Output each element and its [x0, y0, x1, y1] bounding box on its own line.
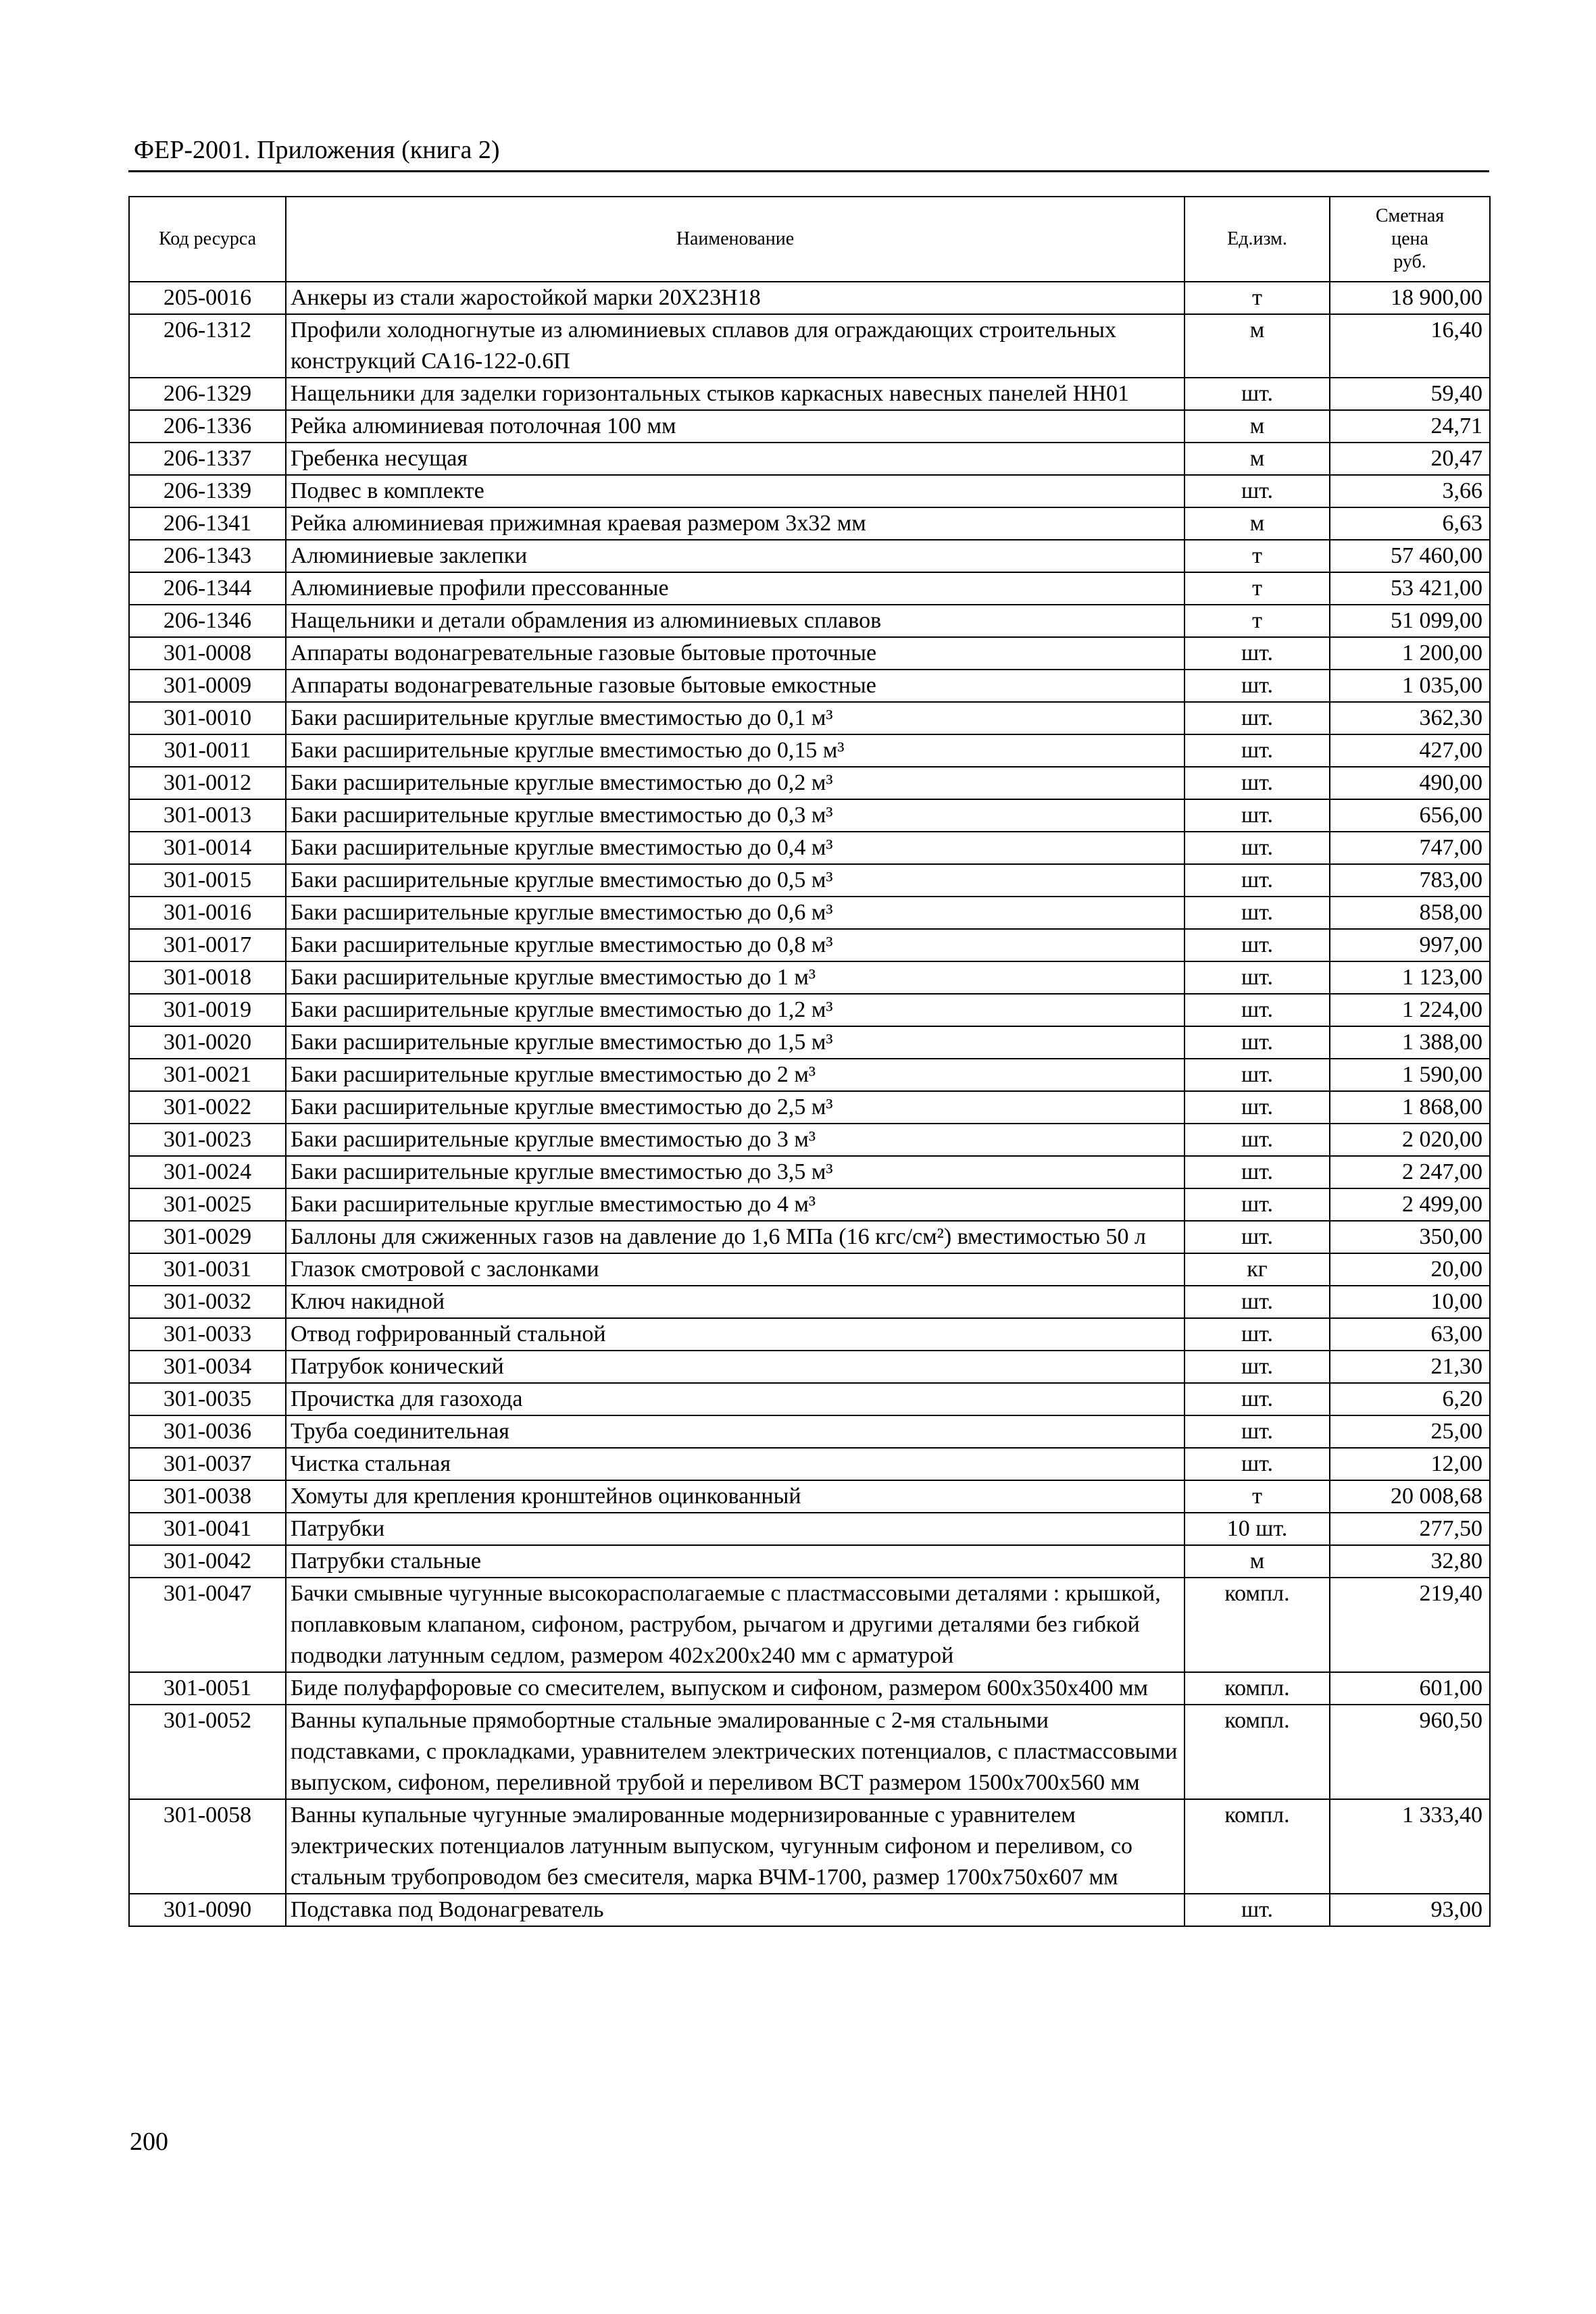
- unit-cell: шт.: [1184, 1383, 1330, 1415]
- price-cell: 960,50: [1330, 1705, 1490, 1799]
- table-row: [129, 314, 1490, 378]
- table-row: [129, 767, 1490, 799]
- price-cell: 601,00: [1330, 1672, 1490, 1705]
- unit-cell: шт.: [1184, 1091, 1330, 1124]
- resource-name-cell: Профили холодногнутые из алюминиевых сплавов для ограждающих строительных конструкций СА16-122-0.6П: [286, 314, 1184, 378]
- column-header-code: Код ресурса: [129, 197, 286, 282]
- unit-cell: шт.: [1184, 1415, 1330, 1448]
- resource-name-cell: Анкеры из стали жаростойкой марки 20Х23Н18: [286, 282, 1184, 314]
- unit-cell: шт.: [1184, 475, 1330, 507]
- resource-name-cell: Ключ накидной: [286, 1286, 1184, 1318]
- column-header-price-line2: цена: [1391, 228, 1428, 249]
- resource-name-cell: Аппараты водонагревательные газовые бытовые проточные: [286, 637, 1184, 670]
- resource-code-cell: 301-0025: [129, 1188, 286, 1221]
- resource-code-cell: 206-1346: [129, 605, 286, 637]
- unit-cell: шт.: [1184, 1286, 1330, 1318]
- price-cell: 21,30: [1330, 1351, 1490, 1383]
- table-row: [129, 572, 1490, 605]
- unit-cell: шт.: [1184, 1156, 1330, 1188]
- resource-name-cell: Алюминиевые заклепки: [286, 540, 1184, 572]
- resource-code-cell: 205-0016: [129, 282, 286, 314]
- resource-name-cell: Баки расширительные круглые вместимостью до 2,5 м³: [286, 1091, 1184, 1124]
- table-row: [129, 1286, 1490, 1318]
- price-cell: 1 123,00: [1330, 961, 1490, 994]
- unit-cell: м: [1184, 443, 1330, 475]
- table-header: [129, 197, 1490, 282]
- resource-code-cell: 301-0090: [129, 1894, 286, 1926]
- column-header-price-line3: руб.: [1393, 251, 1426, 272]
- resource-code-cell: 301-0018: [129, 961, 286, 994]
- resource-name-cell: Алюминиевые профили прессованные: [286, 572, 1184, 605]
- price-table: [128, 196, 1491, 1927]
- resource-code-cell: 301-0034: [129, 1351, 286, 1383]
- table-row: [129, 1672, 1490, 1705]
- table-row: [129, 929, 1490, 961]
- resource-code-cell: 206-1344: [129, 572, 286, 605]
- resource-name-cell: Подвес в комплекте: [286, 475, 1184, 507]
- resource-code-cell: 301-0029: [129, 1221, 286, 1253]
- table-row: [129, 994, 1490, 1026]
- price-cell: 63,00: [1330, 1318, 1490, 1351]
- column-header-unit: Ед.изм.: [1184, 197, 1330, 282]
- resource-code-cell: 301-0017: [129, 929, 286, 961]
- resource-code-cell: 301-0009: [129, 670, 286, 702]
- price-cell: 59,40: [1330, 378, 1490, 410]
- price-cell: 362,30: [1330, 702, 1490, 734]
- resource-name-cell: Гребенка несущая: [286, 443, 1184, 475]
- resource-code-cell: 301-0035: [129, 1383, 286, 1415]
- resource-name-cell: Баки расширительные круглые вместимостью до 0,8 м³: [286, 929, 1184, 961]
- unit-cell: компл.: [1184, 1705, 1330, 1799]
- table-row: [129, 1415, 1490, 1448]
- unit-cell: м: [1184, 507, 1330, 540]
- unit-cell: т: [1184, 282, 1330, 314]
- unit-cell: 10 шт.: [1184, 1513, 1330, 1545]
- resource-name-cell: Баки расширительные круглые вместимостью до 0,4 м³: [286, 832, 1184, 864]
- resource-name-cell: Баки расширительные круглые вместимостью до 0,6 м³: [286, 897, 1184, 929]
- resource-name-cell: Прочистка для газохода: [286, 1383, 1184, 1415]
- resource-name-cell: Баки расширительные круглые вместимостью до 3 м³: [286, 1124, 1184, 1156]
- price-cell: 1 388,00: [1330, 1026, 1490, 1059]
- table-row: [129, 1799, 1490, 1894]
- resource-name-cell: Глазок смотровой с заслонками: [286, 1253, 1184, 1286]
- table-row: [129, 1221, 1490, 1253]
- table-row: [129, 1578, 1490, 1672]
- price-cell: 277,50: [1330, 1513, 1490, 1545]
- unit-cell: шт.: [1184, 670, 1330, 702]
- table-row: [129, 378, 1490, 410]
- resource-name-cell: Баки расширительные круглые вместимостью до 0,5 м³: [286, 864, 1184, 897]
- header-divider: [128, 170, 1489, 172]
- table-row: [129, 507, 1490, 540]
- resource-code-cell: 301-0008: [129, 637, 286, 670]
- table-row: [129, 1124, 1490, 1156]
- resource-code-cell: 301-0052: [129, 1705, 286, 1799]
- table-row: [129, 1448, 1490, 1480]
- price-cell: 57 460,00: [1330, 540, 1490, 572]
- table-row: [129, 702, 1490, 734]
- table-row: [129, 1318, 1490, 1351]
- unit-cell: шт.: [1184, 702, 1330, 734]
- unit-cell: т: [1184, 605, 1330, 637]
- resource-name-cell: Патрубки: [286, 1513, 1184, 1545]
- table-row: [129, 282, 1490, 314]
- unit-cell: т: [1184, 540, 1330, 572]
- resource-code-cell: 301-0021: [129, 1059, 286, 1091]
- price-cell: 1 333,40: [1330, 1799, 1490, 1894]
- price-cell: 20,00: [1330, 1253, 1490, 1286]
- resource-code-cell: 301-0014: [129, 832, 286, 864]
- resource-name-cell: Баки расширительные круглые вместимостью до 1 м³: [286, 961, 1184, 994]
- resource-code-cell: 301-0041: [129, 1513, 286, 1545]
- resource-name-cell: Баки расширительные круглые вместимостью до 4 м³: [286, 1188, 1184, 1221]
- unit-cell: шт.: [1184, 994, 1330, 1026]
- unit-cell: т: [1184, 1480, 1330, 1513]
- table-row: [129, 1156, 1490, 1188]
- price-cell: 427,00: [1330, 734, 1490, 767]
- price-cell: 20,47: [1330, 443, 1490, 475]
- unit-cell: шт.: [1184, 961, 1330, 994]
- unit-cell: шт.: [1184, 1221, 1330, 1253]
- price-cell: 6,63: [1330, 507, 1490, 540]
- page-number: 200: [130, 2128, 168, 2156]
- table-row: [129, 1091, 1490, 1124]
- resource-name-cell: Труба соединительная: [286, 1415, 1184, 1448]
- table-header-row: [129, 197, 1490, 282]
- resource-code-cell: 301-0016: [129, 897, 286, 929]
- table-row: [129, 1705, 1490, 1799]
- resource-name-cell: Чистка стальная: [286, 1448, 1184, 1480]
- table-body: [129, 282, 1490, 1926]
- resource-code-cell: 206-1312: [129, 314, 286, 378]
- column-header-name: Наименование: [286, 197, 1184, 282]
- price-cell: 219,40: [1330, 1578, 1490, 1672]
- resource-name-cell: Баки расширительные круглые вместимостью до 0,1 м³: [286, 702, 1184, 734]
- unit-cell: компл.: [1184, 1672, 1330, 1705]
- unit-cell: кг: [1184, 1253, 1330, 1286]
- table-row: [129, 961, 1490, 994]
- resource-code-cell: 301-0010: [129, 702, 286, 734]
- unit-cell: шт.: [1184, 832, 1330, 864]
- resource-code-cell: 206-1336: [129, 410, 286, 443]
- price-cell: 1 224,00: [1330, 994, 1490, 1026]
- resource-code-cell: 301-0051: [129, 1672, 286, 1705]
- table-row: [129, 475, 1490, 507]
- column-header-price: [1330, 197, 1490, 282]
- unit-cell: шт.: [1184, 767, 1330, 799]
- table-row: [129, 1188, 1490, 1221]
- resource-code-cell: 206-1329: [129, 378, 286, 410]
- price-cell: 490,00: [1330, 767, 1490, 799]
- table-row: [129, 832, 1490, 864]
- column-header-price-line1: Сметная: [1375, 205, 1445, 226]
- unit-cell: шт.: [1184, 864, 1330, 897]
- price-cell: 2 247,00: [1330, 1156, 1490, 1188]
- table-row: [129, 1513, 1490, 1545]
- price-cell: 747,00: [1330, 832, 1490, 864]
- price-cell: 12,00: [1330, 1448, 1490, 1480]
- resource-code-cell: 206-1337: [129, 443, 286, 475]
- resource-name-cell: Баки расширительные круглые вместимостью до 0,15 м³: [286, 734, 1184, 767]
- resource-name-cell: Рейка алюминиевая прижимная краевая размером 3х32 мм: [286, 507, 1184, 540]
- resource-name-cell: Баллоны для сжиженных газов на давление до 1,6 МПа (16 кгс/см²) вместимостью 50 л: [286, 1221, 1184, 1253]
- unit-cell: компл.: [1184, 1799, 1330, 1894]
- unit-cell: т: [1184, 572, 1330, 605]
- price-cell: 6,20: [1330, 1383, 1490, 1415]
- unit-cell: шт.: [1184, 1026, 1330, 1059]
- resource-code-cell: 301-0047: [129, 1578, 286, 1672]
- unit-cell: шт.: [1184, 1894, 1330, 1926]
- resource-name-cell: Нащельники для заделки горизонтальных стыков каркасных навесных панелей НН01: [286, 378, 1184, 410]
- price-cell: 25,00: [1330, 1415, 1490, 1448]
- resource-code-cell: 301-0022: [129, 1091, 286, 1124]
- price-cell: 350,00: [1330, 1221, 1490, 1253]
- price-cell: 656,00: [1330, 799, 1490, 832]
- price-cell: 3,66: [1330, 475, 1490, 507]
- resource-name-cell: Баки расширительные круглые вместимостью до 1,2 м³: [286, 994, 1184, 1026]
- resource-name-cell: Патрубок конический: [286, 1351, 1184, 1383]
- price-cell: 1 200,00: [1330, 637, 1490, 670]
- table-row: [129, 670, 1490, 702]
- resource-name-cell: Нащельники и детали обрамления из алюминиевых сплавов: [286, 605, 1184, 637]
- resource-code-cell: 301-0033: [129, 1318, 286, 1351]
- resource-name-cell: Рейка алюминиевая потолочная 100 мм: [286, 410, 1184, 443]
- table-row: [129, 1026, 1490, 1059]
- price-cell: 783,00: [1330, 864, 1490, 897]
- price-cell: 18 900,00: [1330, 282, 1490, 314]
- resource-name-cell: Баки расширительные круглые вместимостью до 2 м³: [286, 1059, 1184, 1091]
- unit-cell: м: [1184, 314, 1330, 378]
- price-cell: 1 590,00: [1330, 1059, 1490, 1091]
- price-cell: 10,00: [1330, 1286, 1490, 1318]
- unit-cell: м: [1184, 1545, 1330, 1578]
- table-row: [129, 799, 1490, 832]
- table-row: [129, 1059, 1490, 1091]
- unit-cell: шт.: [1184, 1124, 1330, 1156]
- price-cell: 24,71: [1330, 410, 1490, 443]
- resource-name-cell: Отвод гофрированный стальной: [286, 1318, 1184, 1351]
- resource-code-cell: 301-0058: [129, 1799, 286, 1894]
- table-row: [129, 443, 1490, 475]
- resource-code-cell: 301-0038: [129, 1480, 286, 1513]
- resource-code-cell: 301-0013: [129, 799, 286, 832]
- unit-cell: м: [1184, 410, 1330, 443]
- resource-name-cell: Бачки смывные чугунные высокорасполагаемые с пластмассовыми деталями : крышкой, поплавковым клапаном, сифоном, раструбом, рычагом и другими деталями без гибкой подводки латунным седлом, размером 402х200х240 мм с арматурой: [286, 1578, 1184, 1672]
- resource-code-cell: 301-0019: [129, 994, 286, 1026]
- table-row: [129, 1480, 1490, 1513]
- resource-name-cell: Баки расширительные круглые вместимостью до 0,3 м³: [286, 799, 1184, 832]
- table-row: [129, 1253, 1490, 1286]
- unit-cell: шт.: [1184, 929, 1330, 961]
- table-row: [129, 1351, 1490, 1383]
- unit-cell: шт.: [1184, 897, 1330, 929]
- unit-cell: шт.: [1184, 1318, 1330, 1351]
- running-header: ФЕР-2001. Приложения (книга 2): [134, 136, 500, 164]
- resource-name-cell: Ванны купальные прямобортные стальные эмалированные с 2-мя стальными подставками, с прокладками, уравнителем электрических потенциалов, с пластмассовыми выпуском, сифоном, переливной трубой и переливом ВСТ размером 1500х700х560 мм: [286, 1705, 1184, 1799]
- unit-cell: шт.: [1184, 378, 1330, 410]
- resource-code-cell: 301-0037: [129, 1448, 286, 1480]
- table-row: [129, 410, 1490, 443]
- resource-code-cell: 301-0023: [129, 1124, 286, 1156]
- table-row: [129, 734, 1490, 767]
- resource-code-cell: 301-0042: [129, 1545, 286, 1578]
- table-row: [129, 864, 1490, 897]
- resource-code-cell: 301-0015: [129, 864, 286, 897]
- resource-code-cell: 301-0036: [129, 1415, 286, 1448]
- price-cell: 93,00: [1330, 1894, 1490, 1926]
- price-cell: 51 099,00: [1330, 605, 1490, 637]
- unit-cell: шт.: [1184, 1059, 1330, 1091]
- price-cell: 1 868,00: [1330, 1091, 1490, 1124]
- resource-code-cell: 301-0032: [129, 1286, 286, 1318]
- resource-code-cell: 206-1339: [129, 475, 286, 507]
- unit-cell: шт.: [1184, 1448, 1330, 1480]
- table-row: [129, 1545, 1490, 1578]
- price-cell: 20 008,68: [1330, 1480, 1490, 1513]
- unit-cell: шт.: [1184, 1188, 1330, 1221]
- resource-name-cell: Подставка под Водонагреватель: [286, 1894, 1184, 1926]
- unit-cell: шт.: [1184, 734, 1330, 767]
- resource-name-cell: Аппараты водонагревательные газовые бытовые емкостные: [286, 670, 1184, 702]
- table-row: [129, 540, 1490, 572]
- resource-code-cell: 301-0012: [129, 767, 286, 799]
- price-cell: 53 421,00: [1330, 572, 1490, 605]
- price-cell: 2 020,00: [1330, 1124, 1490, 1156]
- price-cell: 858,00: [1330, 897, 1490, 929]
- resource-name-cell: Баки расширительные круглые вместимостью до 0,2 м³: [286, 767, 1184, 799]
- unit-cell: шт.: [1184, 1351, 1330, 1383]
- price-cell: 997,00: [1330, 929, 1490, 961]
- table-row: [129, 1383, 1490, 1415]
- table-row: [129, 637, 1490, 670]
- resource-name-cell: Хомуты для крепления кронштейнов оцинкованный: [286, 1480, 1184, 1513]
- resource-name-cell: Биде полуфарфоровые со смесителем, выпуском и сифоном, размером 600х350х400 мм: [286, 1672, 1184, 1705]
- table-row: [129, 605, 1490, 637]
- table-row: [129, 1894, 1490, 1926]
- resource-name-cell: Ванны купальные чугунные эмалированные модернизированные с уравнителем электрических потенциалов латунным выпуском, чугунным сифоном и переливом, со стальным трубопроводом без смесителя, марка ВЧМ-1700, размер 1700х750х607 мм: [286, 1799, 1184, 1894]
- unit-cell: компл.: [1184, 1578, 1330, 1672]
- resource-code-cell: 301-0011: [129, 734, 286, 767]
- price-cell: 1 035,00: [1330, 670, 1490, 702]
- resource-code-cell: 301-0024: [129, 1156, 286, 1188]
- resource-name-cell: Баки расширительные круглые вместимостью до 3,5 м³: [286, 1156, 1184, 1188]
- price-cell: 2 499,00: [1330, 1188, 1490, 1221]
- price-cell: 16,40: [1330, 314, 1490, 378]
- unit-cell: шт.: [1184, 637, 1330, 670]
- unit-cell: шт.: [1184, 799, 1330, 832]
- resource-code-cell: 206-1343: [129, 540, 286, 572]
- resource-code-cell: 206-1341: [129, 507, 286, 540]
- resource-code-cell: 301-0020: [129, 1026, 286, 1059]
- resource-code-cell: 301-0031: [129, 1253, 286, 1286]
- resource-name-cell: Баки расширительные круглые вместимостью до 1,5 м³: [286, 1026, 1184, 1059]
- price-cell: 32,80: [1330, 1545, 1490, 1578]
- resource-name-cell: Патрубки стальные: [286, 1545, 1184, 1578]
- table-row: [129, 897, 1490, 929]
